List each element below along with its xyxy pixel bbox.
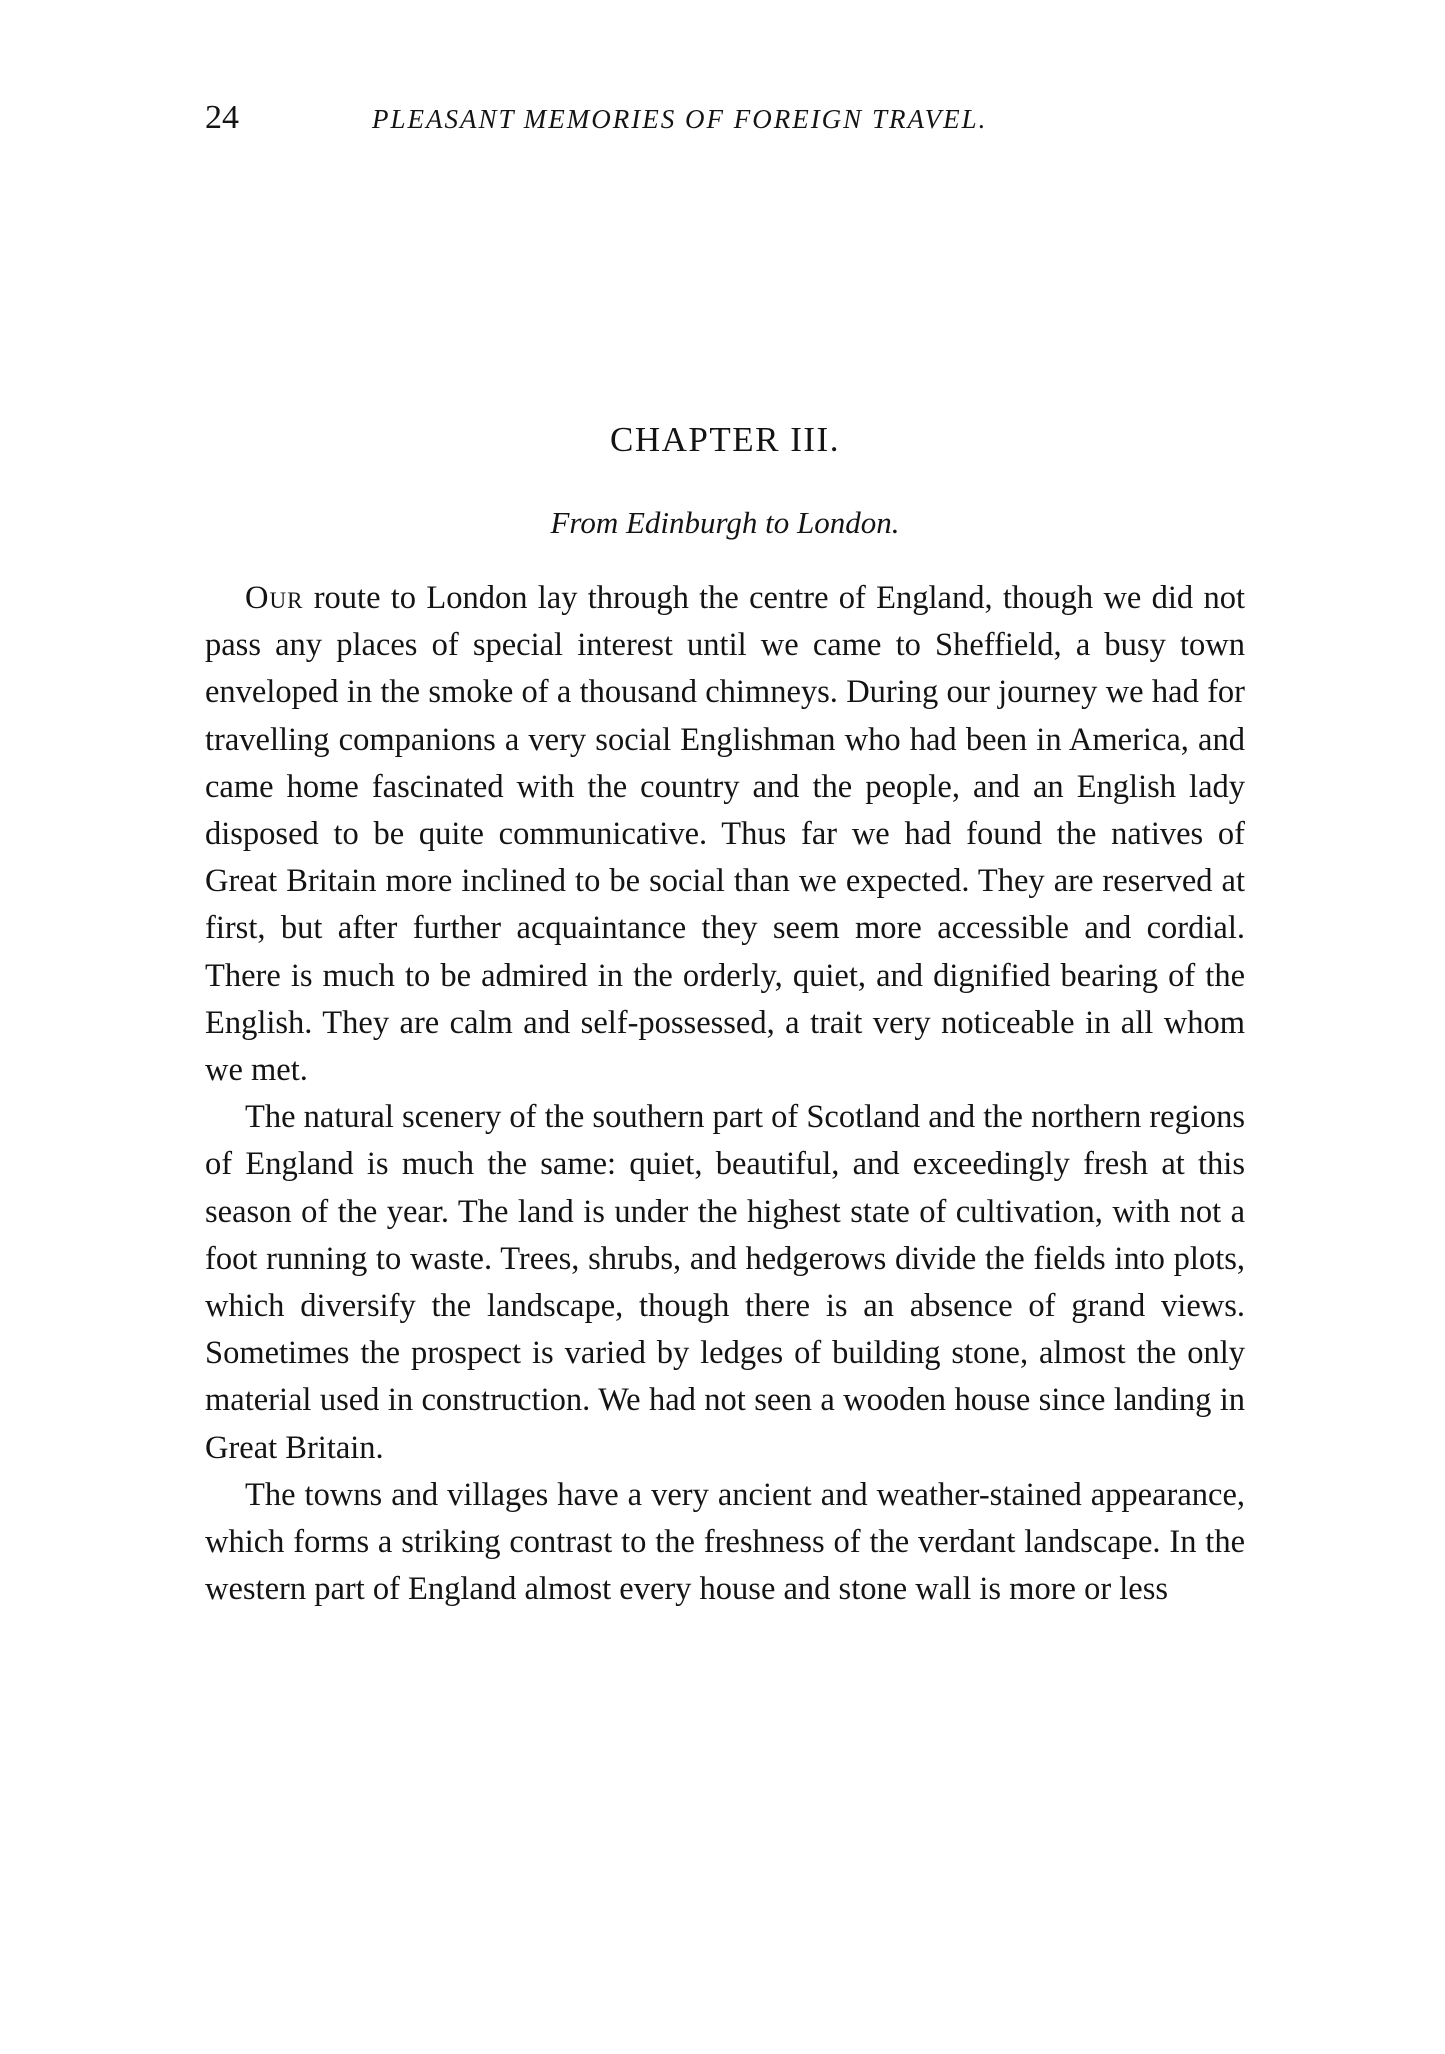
chapter-title: CHAPTER III. — [610, 420, 840, 459]
running-header — [205, 98, 1245, 142]
chapter-subtitle: From Edinburgh to London. — [550, 505, 900, 540]
paragraph-2: The natural scenery of the southern part of Scotland and the northern regions of England is much the same: quiet, beautiful, and exceedingly fresh at this season of the year. The land is under the highest state of cultivation, with not a foot running to waste. Trees, shrubs, and hedgerows divide the fields into plots, which diversify the landscape, though there is an absence of grand views. Sometimes the prospect is varied by ledges of building stone, almost the only material used in construction. We had not seen a wooden house since landing in Great Britain. — [205, 1099, 1245, 1466]
paragraph-lead-word: Our — [245, 580, 304, 616]
body-text — [205, 575, 1245, 1613]
running-title: PLEASANT MEMORIES OF FOREIGN TRAVEL. — [372, 104, 988, 134]
paragraph-3: The towns and villages have a very ancient and weather-stained appearance, which forms a striking contrast to the freshness of the verdant landscape. In the western part of England almost every house and stone wall is more or less — [205, 1476, 1245, 1608]
paragraph-1-text: route to London lay through the centre of England, though we did not pass any places of special interest until we came to Sheffield, a busy town enveloped in the smoke of a thousand chimneys. During our journey we had for travelling companions a very social Englishman who had been in America, and came home fascinated with the country and the people, and an English lady disposed to be quite communicative. Thus far we had found the natives of Great Britain more inclined to be social than we expected. They are reserved at first, but after further acquaintance they seem more accessible and cordial. There is much to be admired in the orderly, quiet, and dignified bearing of the English. They are calm and self-possessed, a trait very noticeable in all whom we met. — [205, 580, 1245, 1089]
paragraph-1 — [205, 575, 1245, 1094]
page-number: 24 — [205, 99, 239, 136]
